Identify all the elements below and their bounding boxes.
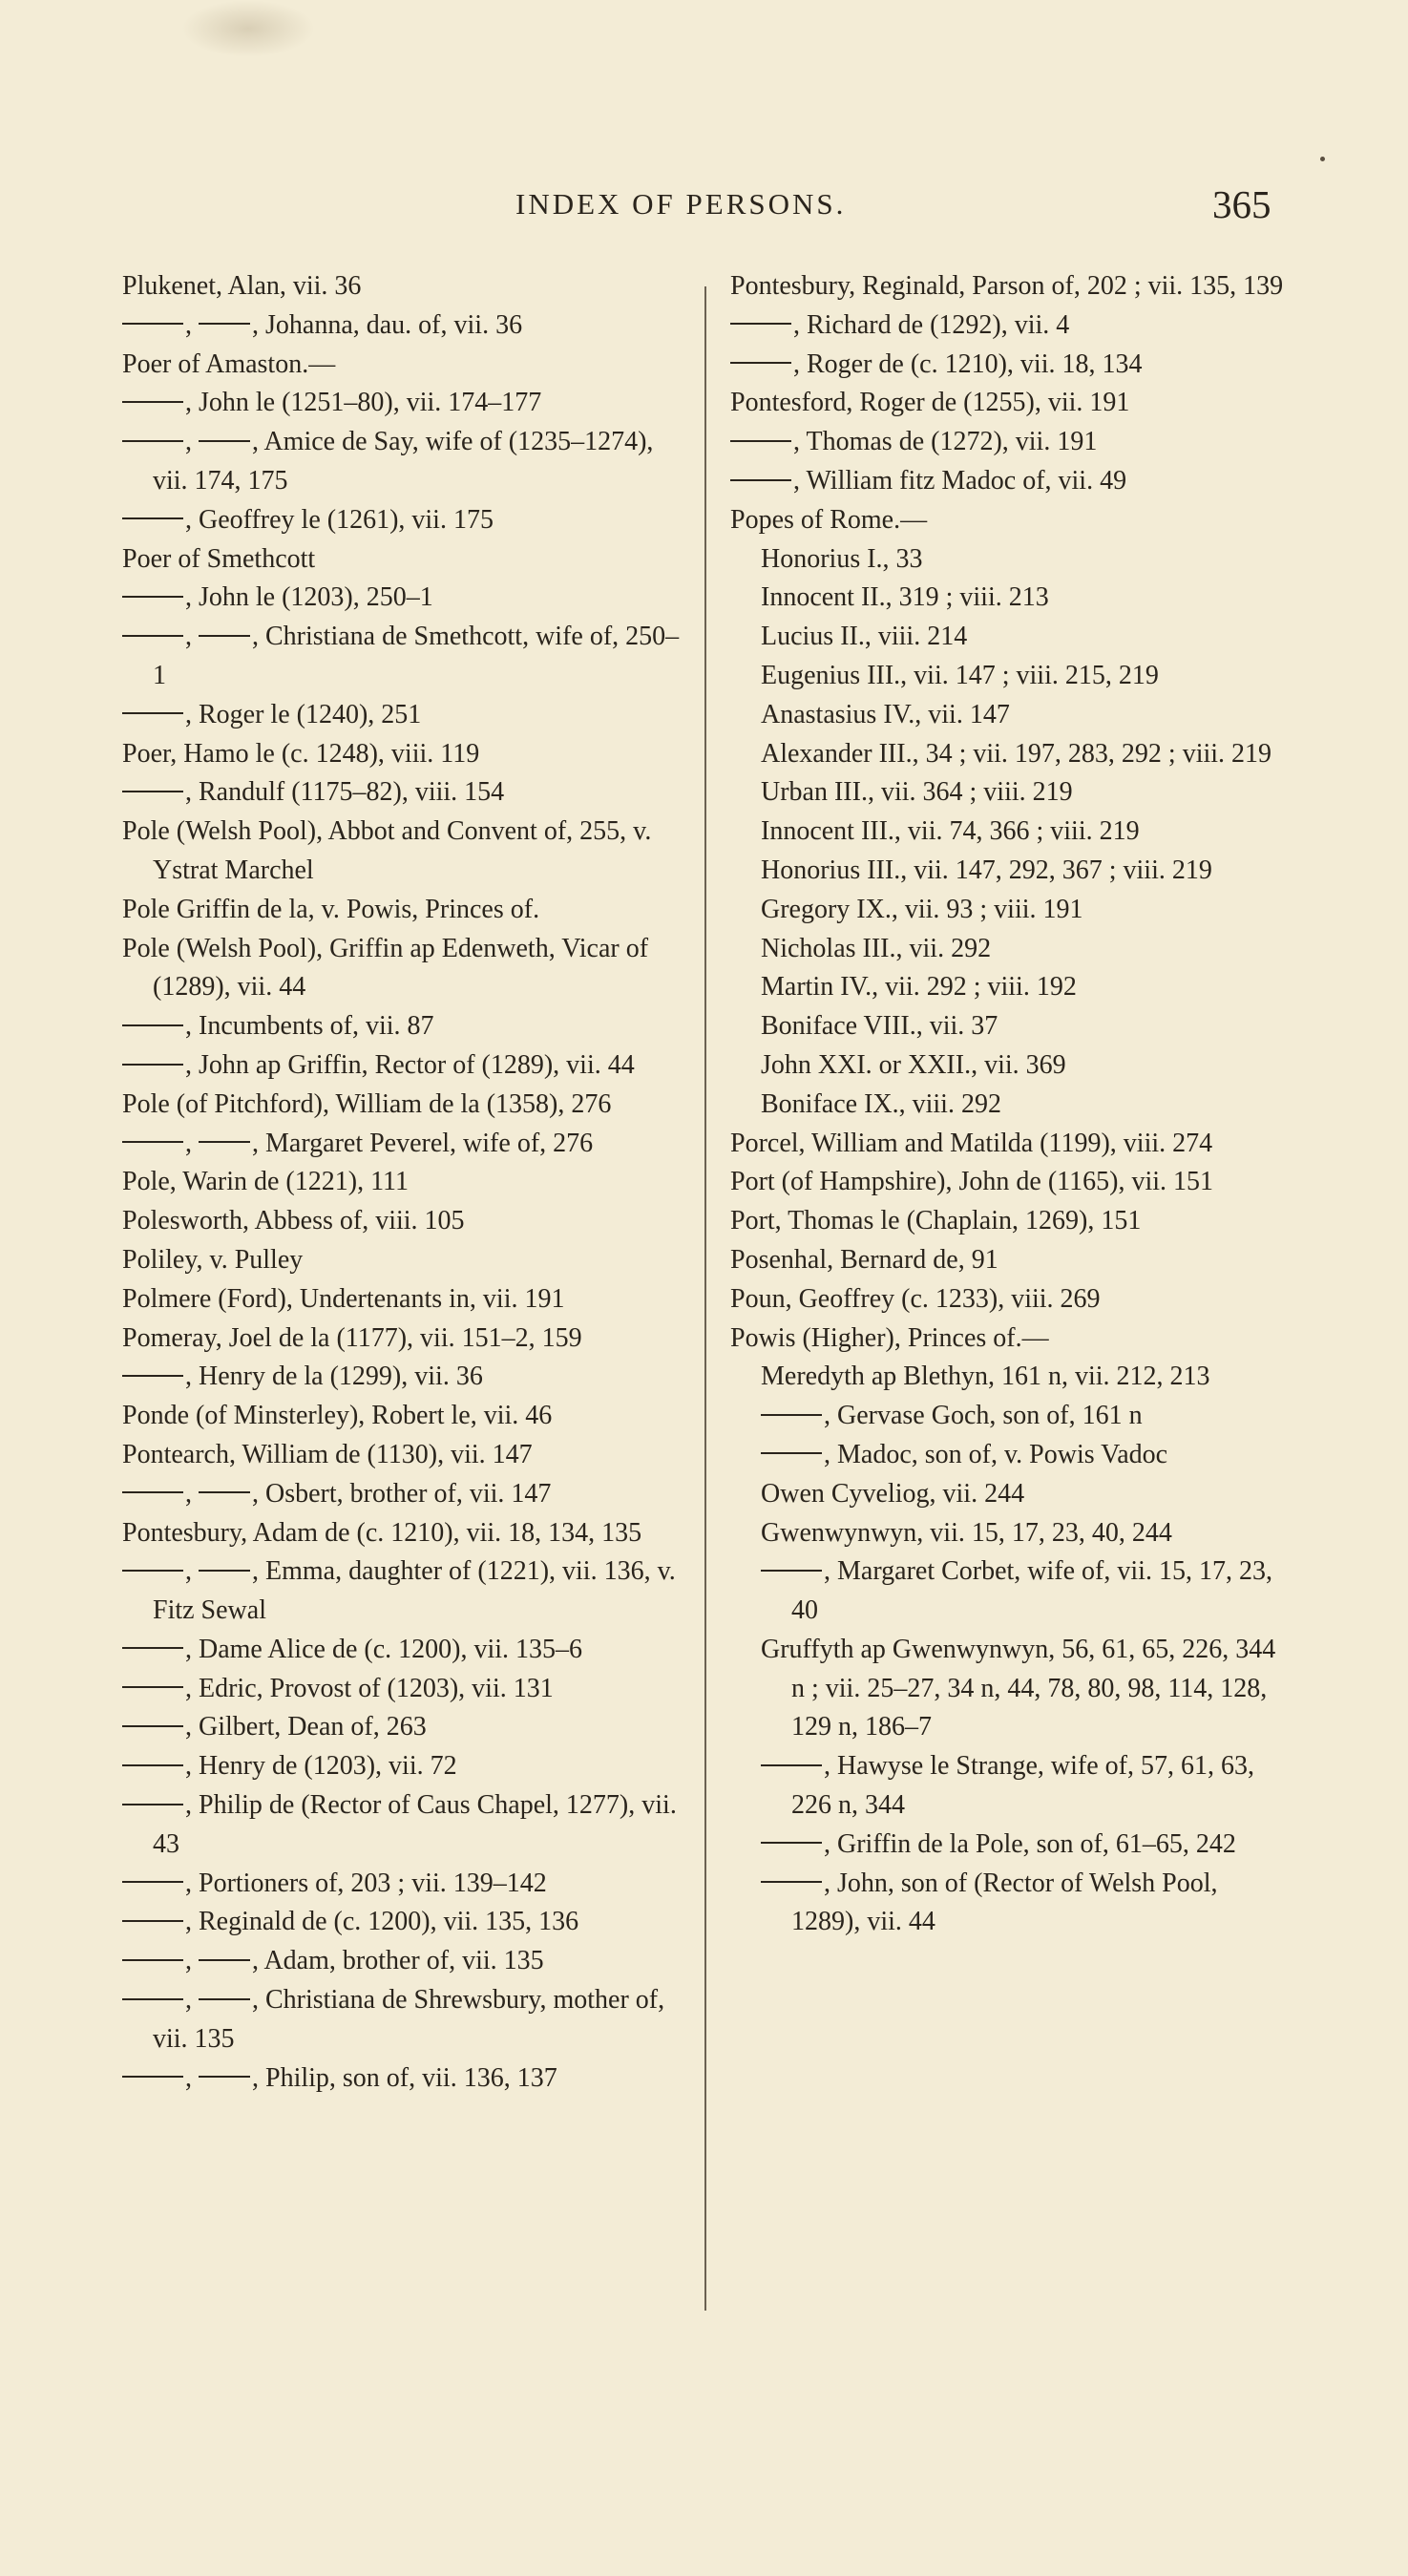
index-entry (122, 1670, 687, 1709)
index-entry: , , Adam, brother of, vii. 135 (122, 1942, 687, 1981)
index-column-left (122, 267, 687, 2098)
index-entry (730, 773, 1292, 813)
ditto-dash (199, 323, 250, 325)
ditto-dash (122, 323, 183, 325)
index-entry-text: John XXI. or XXII., vii. 369 (761, 1049, 1066, 1080)
index-entry-text: , Amice de Say, wife of (1235–1274), vii. 174, 175 (153, 427, 654, 496)
index-entry-text: Powis (Higher), Princes of.— (730, 1322, 1049, 1353)
ditto-dash (122, 440, 183, 442)
index-entry (730, 657, 1292, 696)
index-entry-text: , Henry de (1203), vii. 72 (185, 1751, 457, 1782)
index-entry-text: , Roger le (1240), 251 (185, 699, 422, 729)
index-entry (122, 1163, 687, 1202)
index-entry-text: Innocent II., 319 ; viii. 213 (761, 582, 1049, 613)
index-entry-text: , John le (1203), 250–1 (185, 582, 433, 613)
index-entry-text: Urban III., vii. 364 ; viii. 219 (761, 777, 1073, 808)
index-entry-text: Pole (of Pitchford), William de la (1358), 276 (122, 1088, 612, 1119)
index-entry-text: , Roger de (c. 1210), vii. 18, 134 (793, 348, 1143, 379)
index-entry-text: Pontearch, William de (1130), vii. 147 (122, 1439, 533, 1469)
ditto-dash (730, 362, 791, 364)
index-entry-text: Pomeray, Joel de la (1177), vii. 151–2, 159 (122, 1322, 582, 1353)
index-entry-text: , Adam, brother of, vii. 135 (252, 1946, 544, 1976)
index-entry (730, 968, 1292, 1007)
ditto-dash (199, 440, 250, 442)
index-entry (122, 1397, 687, 1436)
index-entry (730, 930, 1292, 969)
index-entry-text: , Margaret Corbet, wife of, vii. 15, 17, 23, 40 (791, 1556, 1272, 1626)
ditto-dash (122, 1804, 183, 1805)
index-entry (730, 813, 1292, 852)
ditto-dash (199, 1491, 250, 1493)
index-entry (730, 1125, 1292, 1164)
index-entry-text: Poer, Hamo le (c. 1248), viii. 119 (122, 738, 480, 769)
index-entry-text: Gruffyth ap Gwenwynwyn, 56, 61, 65, 226, 344 n ; vii. 25–27, 34 n, 44, 78, 80, 98, 114, 128, 129 n, 186–7 (761, 1634, 1276, 1742)
ditto-dash (122, 1375, 183, 1377)
index-entry (122, 1514, 687, 1553)
index-entry-text: Pontesbury, Adam de (c. 1210), vii. 18, 134, 135 (122, 1517, 642, 1548)
index-entry: , , Philip, son of, vii. 136, 137 (122, 2059, 687, 2099)
ditto-dash (199, 2076, 250, 2078)
column-divider (704, 286, 706, 2311)
index-entry (122, 267, 687, 306)
index-entry: , , Christiana de Smethcott, wife of, 250–1 (122, 618, 687, 696)
index-entry (730, 852, 1292, 891)
index-entry-text: Port (of Hampshire), John de (1165), vii. 151 (730, 1167, 1213, 1197)
ditto-dash (122, 1491, 183, 1493)
index-entry (730, 423, 1292, 462)
ditto-dash (122, 1998, 183, 2000)
index-entry (730, 618, 1292, 657)
index-entry-text: , Philip, son of, vii. 136, 137 (252, 2062, 557, 2093)
ditto-dash (122, 791, 183, 792)
index-entry-text: Honorius III., vii. 147, 292, 367 ; viii. 219 (761, 855, 1212, 885)
index-entry-text: Gwenwynwyn, vii. 15, 17, 23, 40, 244 (761, 1517, 1172, 1548)
ditto-dash (730, 479, 791, 481)
index-entry (122, 346, 687, 385)
index-entry-text: , Christiana de Shrewsbury, mother of, vii. 135 (153, 1985, 665, 2054)
index-entry (122, 1747, 687, 1786)
ditto-dash (122, 1647, 183, 1649)
index-entry-text: , Gervase Goch, son of, 161 n (824, 1401, 1143, 1431)
index-entry: , , Johanna, dau. of, vii. 36 (122, 306, 687, 346)
index-entry (730, 1865, 1292, 1943)
ditto-dash (122, 2076, 183, 2078)
index-entry (122, 384, 687, 423)
running-title: INDEX OF PERSONS. (515, 187, 847, 221)
index-entry-text: , Christiana de Smethcott, wife of, 250–1 (153, 622, 680, 690)
index-entry-text: Eugenius III., vii. 147 ; viii. 215, 219 (761, 660, 1159, 690)
index-entry-text: Innocent III., vii. 74, 366 ; viii. 219 (761, 816, 1140, 847)
index-entry (122, 1436, 687, 1475)
index-entry (122, 579, 687, 618)
index-entry (122, 1631, 687, 1670)
index-entry-text: Pontesbury, Reginald, Parson of, 202 ; vii. 135, 139 (730, 271, 1284, 301)
paper-stain (181, 0, 315, 57)
index-entry-text: , Emma, daughter of (1221), vii. 136, v. Fitz Sewal (153, 1556, 676, 1626)
index-entry-text: , Gilbert, Dean of, 263 (185, 1712, 427, 1742)
index-entry (730, 1358, 1292, 1397)
index-entry (122, 930, 687, 1008)
ditto-dash (199, 1959, 250, 1961)
ditto-dash (761, 1842, 822, 1844)
index-entry-text: Pole Griffin de la, v. Powis, Princes of. (122, 894, 540, 924)
ditto-dash (122, 1024, 183, 1026)
ditto-dash (122, 1141, 183, 1143)
index-entry: , , Amice de Say, wife of (1235–1274), vii. 174, 175 (122, 423, 687, 501)
index-entry-text: Pole (Welsh Pool), Griffin ap Edenweth, Vicar of (1289), vii. 44 (122, 933, 649, 1003)
index-entry-text: , John ap Griffin, Rector of (1289), vii. 44 (185, 1049, 635, 1080)
ditto-dash (761, 1570, 822, 1572)
page-number: 365 (1212, 182, 1271, 226)
index-entry (730, 462, 1292, 501)
index-entry (730, 540, 1292, 580)
index-entry (122, 1007, 687, 1046)
index-entry-text: Ponde (of Minsterley), Robert le, vii. 46 (122, 1401, 553, 1431)
index-entry-text: , Dame Alice de (c. 1200), vii. 135–6 (185, 1634, 583, 1664)
index-entry-text: , Portioners of, 203 ; vii. 139–142 (185, 1868, 547, 1898)
index-entry (730, 1436, 1292, 1475)
index-entry-text: Alexander III., 34 ; vii. 197, 283, 292 ; viii. 219 (761, 738, 1272, 769)
ditto-dash (199, 1998, 250, 2000)
index-entry (730, 1202, 1292, 1241)
index-entry (122, 501, 687, 540)
index-entry (730, 696, 1292, 735)
index-entry-text: , Randulf (1175–82), viii. 154 (185, 777, 505, 808)
index-entry-text: , Madoc, son of, v. Powis Vadoc (824, 1439, 1168, 1469)
index-entry-text: , William fitz Madoc of, vii. 49 (793, 465, 1127, 496)
index-entry (730, 891, 1292, 930)
index-entry (730, 267, 1292, 306)
index-entry (122, 1046, 687, 1086)
index-entry-text: , John, son of (Rector of Welsh Pool, 1289), vii. 44 (791, 1868, 1218, 1937)
ditto-dash (122, 1764, 183, 1766)
index-entry (730, 1552, 1292, 1631)
ditto-dash (761, 1452, 822, 1454)
index-column-right (730, 267, 1292, 1942)
index-entry-text: , Edric, Provost of (1203), vii. 131 (185, 1673, 554, 1703)
index-entry: , , Osbert, brother of, vii. 147 (122, 1475, 687, 1514)
index-entry-text: Pontesford, Roger de (1255), vii. 191 (730, 388, 1130, 418)
index-entry-text: Polmere (Ford), Undertenants in, vii. 191 (122, 1283, 565, 1314)
index-entry (730, 1747, 1292, 1826)
index-entry-text: Meredyth ap Blethyn, 161 n, vii. 212, 213 (761, 1362, 1210, 1392)
index-entry (730, 1280, 1292, 1320)
index-entry: , , Margaret Peverel, wife of, 276 (122, 1125, 687, 1164)
index-entry-text: Plukenet, Alan, vii. 36 (122, 271, 362, 301)
index-entry-text: , Griffin de la Pole, son of, 61–65, 242 (824, 1828, 1236, 1859)
index-entry-text: Boniface VIII., vii. 37 (761, 1011, 998, 1042)
ditto-dash (199, 635, 250, 637)
ditto-dash (761, 1414, 822, 1416)
index-entry-text: Poer of Smethcott (122, 543, 316, 574)
index-entry (122, 696, 687, 735)
index-entry (122, 1903, 687, 1942)
index-entry (730, 384, 1292, 423)
ditto-dash (122, 1064, 183, 1066)
index-entry (730, 1007, 1292, 1046)
index-entry-text: , Osbert, brother of, vii. 147 (252, 1478, 552, 1509)
index-entry (122, 813, 687, 891)
index-entry (122, 1202, 687, 1241)
index-entry (730, 579, 1292, 618)
ditto-dash (122, 712, 183, 714)
index-entry-text: Anastasius IV., vii. 147 (761, 699, 1010, 729)
ditto-dash (122, 1959, 183, 1961)
ditto-dash (122, 635, 183, 637)
index-entry-text: Pole, Warin de (1221), 111 (122, 1167, 409, 1197)
index-entry (730, 1826, 1292, 1865)
ditto-dash (122, 1881, 183, 1883)
index-entry (730, 501, 1292, 540)
index-entry (730, 1397, 1292, 1436)
index-entry-text: Honorius I., 33 (761, 543, 923, 574)
index-entry-text: Boniface IX., viii. 292 (761, 1088, 1001, 1119)
index-entry-text: Gregory IX., vii. 93 ; viii. 191 (761, 894, 1083, 924)
page-header (0, 182, 1408, 235)
index-entry (730, 1241, 1292, 1280)
index-entry (730, 1631, 1292, 1747)
index-entry (122, 1865, 687, 1904)
index-entry-text: , Geoffrey le (1261), vii. 175 (185, 504, 494, 535)
index-entry (122, 891, 687, 930)
index-entry-text: , Hawyse le Strange, wife of, 57, 61, 63, 226 n, 344 (791, 1751, 1255, 1821)
index-entry (122, 1280, 687, 1320)
ditto-dash (122, 1686, 183, 1688)
index-entry-text: Poun, Geoffrey (c. 1233), viii. 269 (730, 1283, 1101, 1314)
ditto-dash (122, 596, 183, 598)
ditto-dash (122, 401, 183, 403)
index-entry (730, 1163, 1292, 1202)
index-entry-text: Port, Thomas le (Chaplain, 1269), 151 (730, 1206, 1142, 1236)
index-entry-text: , Thomas de (1272), vii. 191 (793, 427, 1098, 457)
index-entry-text: Martin IV., vii. 292 ; viii. 192 (761, 972, 1077, 1003)
ditto-dash (122, 1570, 183, 1572)
index-entry (730, 346, 1292, 385)
ditto-dash (199, 1141, 250, 1143)
index-entry (122, 735, 687, 774)
ditto-dash (122, 1725, 183, 1727)
index-entry (730, 1046, 1292, 1086)
index-entry-text: Posenhal, Bernard de, 91 (730, 1244, 998, 1275)
index-entry-text: Porcel, William and Matilda (1199), viii. 274 (730, 1128, 1213, 1158)
index-entry-text: , John le (1251–80), vii. 174–177 (185, 388, 542, 418)
index-entry: , , Christiana de Shrewsbury, mother of, vii. 135 (122, 1981, 687, 2059)
index-entry (122, 1708, 687, 1747)
ditto-dash (122, 1920, 183, 1922)
index-entry-text: , Richard de (1292), vii. 4 (793, 309, 1070, 340)
index-entry: , , Emma, daughter of (1221), vii. 136, v. Fitz Sewal (122, 1552, 687, 1631)
index-entry-text: , Reginald de (c. 1200), vii. 135, 136 (185, 1907, 579, 1937)
index-entry-text: , Incumbents of, vii. 87 (185, 1011, 434, 1042)
index-entry-text: Poliley, v. Pulley (122, 1244, 304, 1275)
index-entry (122, 773, 687, 813)
index-entry-text: , Johanna, dau. of, vii. 36 (252, 309, 523, 340)
index-entry (730, 735, 1292, 774)
index-entry-text: Pole (Welsh Pool), Abbot and Convent of, 255, v. Ystrat Marchel (122, 816, 652, 885)
index-entry (122, 1241, 687, 1280)
index-entry-text: , Henry de la (1299), vii. 36 (185, 1362, 483, 1392)
index-entry (122, 1086, 687, 1125)
index-entry-text: Polesworth, Abbess of, viii. 105 (122, 1206, 465, 1236)
index-entry-text: Owen Cyveliog, vii. 244 (761, 1478, 1025, 1509)
ditto-dash (730, 440, 791, 442)
ditto-dash (730, 323, 791, 325)
ditto-dash (761, 1764, 822, 1766)
index-entry (730, 1475, 1292, 1514)
index-entry (730, 1320, 1292, 1359)
index-entry (122, 1786, 687, 1865)
index-entry (730, 1086, 1292, 1125)
index-entry-text: Popes of Rome.— (730, 504, 928, 535)
index-entry (730, 306, 1292, 346)
index-entry (730, 1514, 1292, 1553)
index-entry (122, 1358, 687, 1397)
index-entry-text: , Margaret Peverel, wife of, 276 (252, 1128, 594, 1158)
index-entry (122, 540, 687, 580)
ditto-dash (199, 1570, 250, 1572)
ditto-dash (122, 517, 183, 519)
index-entry-text: Nicholas III., vii. 292 (761, 933, 992, 963)
index-entry-text: , Philip de (Rector of Caus Chapel, 1277), vii. 43 (153, 1790, 677, 1859)
index-entry-text: Lucius II., viii. 214 (761, 622, 968, 652)
index-entry (122, 1320, 687, 1359)
index-entry-text: Poer of Amaston.— (122, 348, 336, 379)
ink-dot (1320, 157, 1325, 161)
ditto-dash (761, 1881, 822, 1883)
